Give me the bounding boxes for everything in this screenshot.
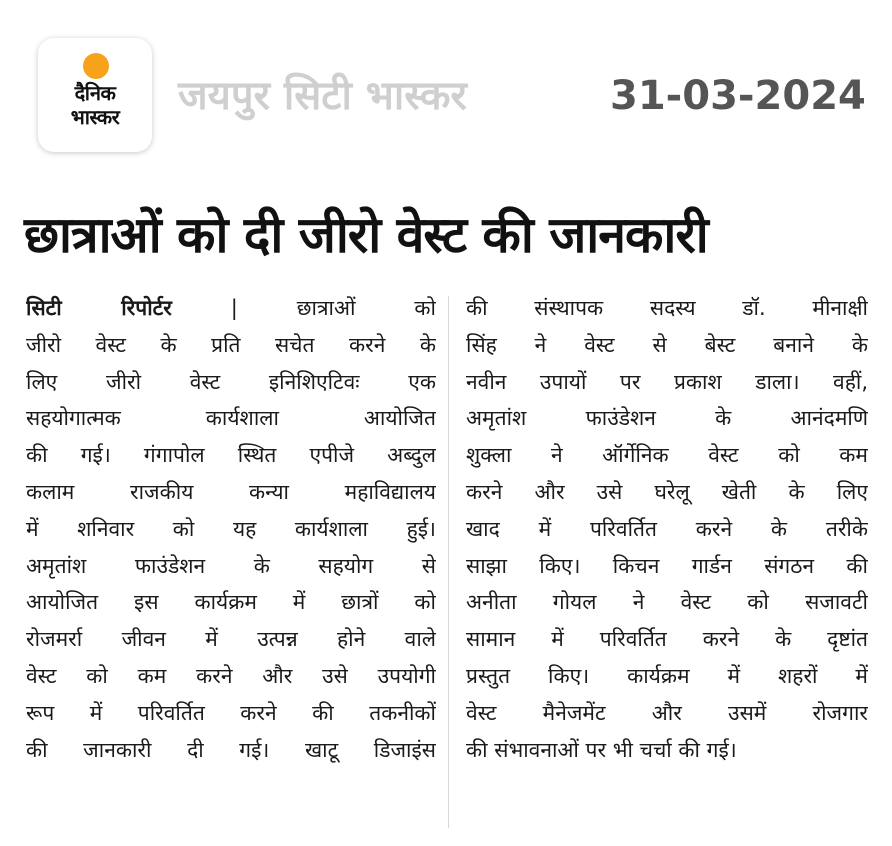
article-line: की जानकारी दी गई। खाटू डिजाइंस (26, 737, 436, 762)
byline: सिटी रिपोर्टर (26, 296, 172, 320)
article-column-right (466, 290, 868, 768)
article-line: रोजमर्रा जीवन में उत्पन्न होने वाले (26, 627, 436, 652)
article-line: नवीन उपायों पर प्रकाश डाला। वहीं, (466, 369, 868, 394)
article-line: अनीता गोयल ने वेस्ट को सजावटी (466, 590, 868, 615)
article-line: की संस्थापक सदस्य डॉ. मीनाक्षी (466, 296, 868, 320)
publication-date: 31-03-2024 (610, 73, 866, 119)
article-line: वेस्ट मैनेजमेंट और उसमें रोजगार (466, 700, 868, 725)
dainik-bhaskar-logo (38, 38, 152, 152)
logo-text-line2: भास्कर (70, 105, 120, 129)
article-line: सिंह ने वेस्ट से बेस्ट बनाने के (466, 332, 868, 357)
article-line: शुक्ला ने ऑर्गेनिक वेस्ट को कम (466, 443, 868, 468)
article-line: सामान में परिवर्तित करने के दृष्टांत (466, 627, 868, 652)
article-line: अमृतांश फाउंडेशन के सहयोग से (26, 553, 436, 578)
article-line: वेस्ट को कम करने और उसे उपयोगी (26, 663, 436, 688)
article-column-left (26, 290, 436, 768)
edition-name: जयपुर सिटी भास्कर (178, 73, 467, 119)
article-line: साझा किए। किचन गार्डन संगठन की (466, 553, 868, 578)
article-line: सहयोगात्मक कार्यशाला आयोजित (26, 406, 436, 431)
article-headline: छात्राओं को दी जीरो वेस्ट की जानकारी (24, 206, 708, 264)
article-line: कलाम राजकीय कन्या महाविद्यालय (26, 479, 436, 504)
article-line: खाद में परिवर्तित करने के तरीके (466, 516, 868, 541)
article-line: लिए जीरो वेस्ट इनिशिएटिवः एक (26, 369, 436, 394)
article-line: प्रस्तुत किए। कार्यक्रम में शहरों में (466, 663, 868, 688)
byline-separator: | (230, 296, 238, 320)
article-line: में शनिवार को यह कार्यशाला हुई। (26, 516, 436, 541)
article-line: आयोजित इस कार्यक्रम में छात्रों को (26, 590, 436, 615)
sun-icon (83, 53, 109, 79)
article-line: करने और उसे घरेलू खेती के लिए (466, 479, 868, 504)
article-line: अमृतांश फाउंडेशन के आनंदमणि (466, 406, 868, 431)
article-text: छात्राओं को (296, 296, 436, 320)
article-line: की गई। गंगापोल स्थित एपीजे अब्दुल (26, 443, 436, 468)
article-line (26, 290, 436, 327)
article-line: रूप में परिवर्तित करने की तकनीकों (26, 700, 436, 725)
article-line: जीरो वेस्ट के प्रति सचेत करने के (26, 332, 436, 357)
logo-text-line1: दैनिक (74, 81, 116, 105)
column-divider (448, 296, 449, 828)
article-line: की संभावनाओं पर भी चर्चा की गई। (466, 737, 737, 762)
